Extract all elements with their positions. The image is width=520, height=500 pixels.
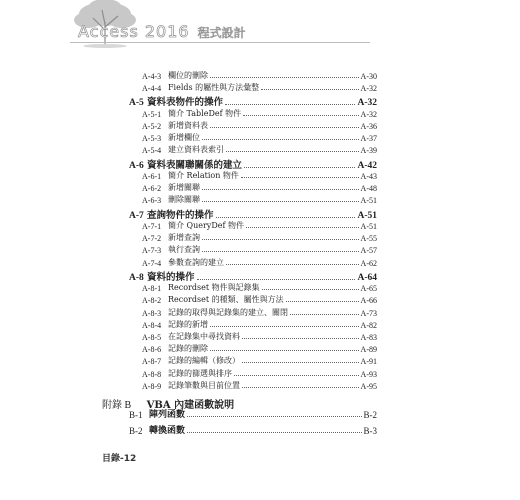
entry-number: A-5	[129, 98, 144, 109]
entry-page: A-48	[360, 184, 377, 194]
entry-number: A-5-3	[142, 134, 162, 144]
dot-leader	[210, 350, 359, 351]
entry-page: A-82	[360, 320, 377, 330]
toc-entry[interactable]	[142, 282, 377, 293]
entry-title: Recordset 物件與記錄集	[168, 283, 260, 293]
entry-number: A-8-7	[142, 357, 162, 367]
entry-page: B-3	[363, 426, 377, 436]
entry-title: Recordset 的種類、屬性與方法	[168, 295, 284, 305]
appendix-heading	[102, 396, 234, 411]
entry-title: 參數查詢的建立	[168, 257, 224, 267]
toc-section[interactable]	[129, 207, 377, 221]
toc-section[interactable]	[129, 157, 377, 171]
entry-page: A-36	[360, 122, 377, 131]
toc-entry[interactable]	[142, 319, 377, 330]
dot-leader	[261, 89, 358, 90]
dot-leader	[241, 177, 359, 178]
entry-page: A-32	[357, 98, 377, 109]
entry-title: 簡介 TableDef 物件	[168, 108, 242, 118]
dot-leader	[244, 167, 355, 168]
toc-entry[interactable]	[142, 244, 377, 255]
toc-section[interactable]	[129, 269, 377, 283]
entry-page: A-89	[360, 345, 377, 355]
toc-entry[interactable]	[142, 307, 377, 318]
entry-title: 新增資料表	[168, 121, 208, 130]
toc-entry[interactable]	[142, 144, 377, 155]
entry-page: A-32	[360, 109, 377, 119]
entry-page: A-39	[360, 146, 377, 156]
dot-leader	[210, 77, 359, 78]
dot-leader	[246, 227, 359, 228]
dot-leader	[197, 279, 356, 280]
header-title-main: Access 2016	[78, 22, 190, 41]
entry-number: B-2	[129, 426, 143, 436]
dot-leader	[234, 375, 359, 376]
entry-page: A-91	[360, 357, 377, 367]
entry-title: 記錄的編輯（修改）	[168, 356, 240, 366]
entry-title: 執行查詢	[168, 245, 200, 255]
toc-entry[interactable]	[142, 194, 377, 205]
appendix-entry[interactable]	[129, 423, 377, 436]
entry-number: A-6	[129, 160, 144, 171]
entry-title: 轉換函數	[149, 426, 186, 436]
entry-number: A-8-3	[142, 308, 162, 318]
entry-title: 新增查詢	[168, 233, 200, 243]
entry-number: A-6-2	[142, 184, 162, 194]
entry-title: 記錄筆數與目前位置	[168, 380, 240, 390]
entry-title: 資料表物件的操作	[147, 97, 224, 109]
dot-leader	[210, 127, 359, 128]
entry-title: Fields 的屬性與方法彙整	[168, 83, 260, 93]
appendix-number: 附錄 B	[102, 400, 132, 411]
entry-title: 記錄的篩選與排序	[168, 368, 232, 378]
dot-leader	[225, 104, 355, 105]
entry-number: A-8	[129, 272, 144, 283]
entry-page: B-2	[363, 410, 377, 420]
entry-title: 資料表關聯關係的建立	[147, 159, 243, 171]
entry-number: A-8-8	[142, 369, 162, 379]
toc-entry[interactable]	[142, 170, 377, 181]
entry-number: A-8-5	[142, 333, 162, 342]
toc-section[interactable]	[129, 94, 377, 108]
toc-entry[interactable]	[142, 368, 377, 379]
toc-entry[interactable]	[142, 82, 377, 93]
toc-entry[interactable]	[142, 355, 377, 366]
entry-number: A-8-2	[142, 296, 162, 306]
entry-title: 簡介 QueryDef 物件	[168, 221, 244, 230]
header-title-sub: 程式設計	[197, 26, 246, 40]
entry-number: A-7-4	[142, 258, 162, 268]
entry-page: A-43	[360, 172, 377, 181]
entry-number: A-6-1	[142, 172, 162, 181]
entry-title: 記錄的取得與記錄集的建立、關閉	[168, 307, 288, 317]
dot-leader	[242, 362, 359, 363]
dot-leader	[202, 251, 359, 252]
entry-number: A-8-6	[142, 345, 162, 355]
dot-leader	[286, 301, 359, 302]
entry-title: 新增欄位	[168, 133, 200, 143]
toc-entry[interactable]	[142, 182, 377, 193]
entry-page: A-51	[360, 222, 377, 231]
entry-page: A-95	[360, 381, 377, 391]
entry-page: A-30	[360, 72, 377, 81]
entry-page: A-32	[360, 84, 377, 94]
entry-page: A-51	[357, 210, 377, 221]
dot-leader	[202, 239, 359, 240]
toc-entry[interactable]	[142, 120, 377, 131]
entry-page: A-51	[360, 196, 377, 206]
entry-number: A-4-4	[142, 84, 162, 94]
entry-title: 記錄的刪除	[168, 344, 208, 354]
toc-entry[interactable]	[142, 132, 377, 143]
dot-leader	[290, 314, 359, 315]
entry-title: 查詢物件的操作	[147, 209, 214, 221]
appendix-title: VBA 內建函數說明	[146, 400, 235, 411]
entry-title: 資料的操作	[147, 271, 195, 283]
toc-entry[interactable]	[142, 380, 377, 391]
page-footer: 目錄-12	[102, 454, 137, 464]
toc-entry[interactable]	[142, 343, 377, 354]
entry-title: 記錄的新增	[168, 319, 208, 329]
dot-leader	[242, 387, 359, 388]
entry-page: A-93	[360, 369, 377, 379]
dot-leader	[187, 416, 361, 417]
entry-title: 在記錄集中尋找資料	[168, 332, 240, 341]
entry-number: A-5-4	[142, 146, 162, 156]
entry-page: A-55	[360, 234, 377, 244]
toc-entry[interactable]	[142, 257, 377, 268]
dot-leader	[242, 338, 359, 339]
entry-page: A-83	[360, 333, 377, 342]
entry-title: 刪除關聯	[168, 195, 200, 205]
dot-leader	[202, 189, 359, 190]
entry-page: A-73	[360, 308, 377, 318]
entry-number: A-4-3	[142, 72, 162, 81]
entry-number: A-7-3	[142, 246, 162, 256]
entry-number: A-8-1	[142, 284, 162, 294]
entry-title: 建立資料表索引	[168, 145, 224, 155]
dot-leader	[226, 264, 359, 265]
entry-page: A-64	[357, 272, 377, 283]
entry-number: A-8-9	[142, 381, 162, 391]
entry-page: A-62	[360, 258, 377, 268]
entry-number: A-8-4	[142, 320, 162, 330]
toc-entry[interactable]	[142, 294, 377, 305]
entry-title: 欄位的刪除	[168, 71, 208, 80]
toc-entry[interactable]	[142, 108, 377, 119]
toc-entry[interactable]	[142, 70, 377, 81]
dot-leader	[226, 151, 359, 152]
entry-title: 陣列函數	[149, 410, 186, 420]
dot-leader	[202, 139, 359, 140]
dot-leader	[202, 201, 359, 202]
dot-leader	[187, 432, 361, 433]
toc-entry[interactable]	[142, 220, 377, 231]
entry-number: A-6-3	[142, 196, 162, 206]
entry-page: A-42	[357, 160, 377, 171]
dot-leader	[243, 115, 358, 116]
entry-title: 簡介 Relation 物件	[168, 171, 239, 180]
toc-entry[interactable]	[142, 331, 377, 342]
entry-number: A-5-1	[142, 109, 162, 119]
entry-number: A-7-2	[142, 234, 162, 244]
entry-page: A-57	[360, 246, 377, 256]
entry-number: A-5-2	[142, 122, 162, 131]
entry-title: 新增關聯	[168, 183, 200, 193]
entry-number: B-1	[129, 410, 143, 420]
toc-entry[interactable]	[142, 232, 377, 243]
dot-leader	[262, 289, 359, 290]
entry-page: A-37	[360, 134, 377, 144]
entry-page: A-65	[360, 284, 377, 294]
entry-number: A-7-1	[142, 222, 162, 231]
dot-leader	[216, 217, 356, 218]
dot-leader	[210, 326, 359, 327]
entry-page: A-66	[360, 296, 377, 306]
entry-number: A-7	[129, 210, 144, 221]
